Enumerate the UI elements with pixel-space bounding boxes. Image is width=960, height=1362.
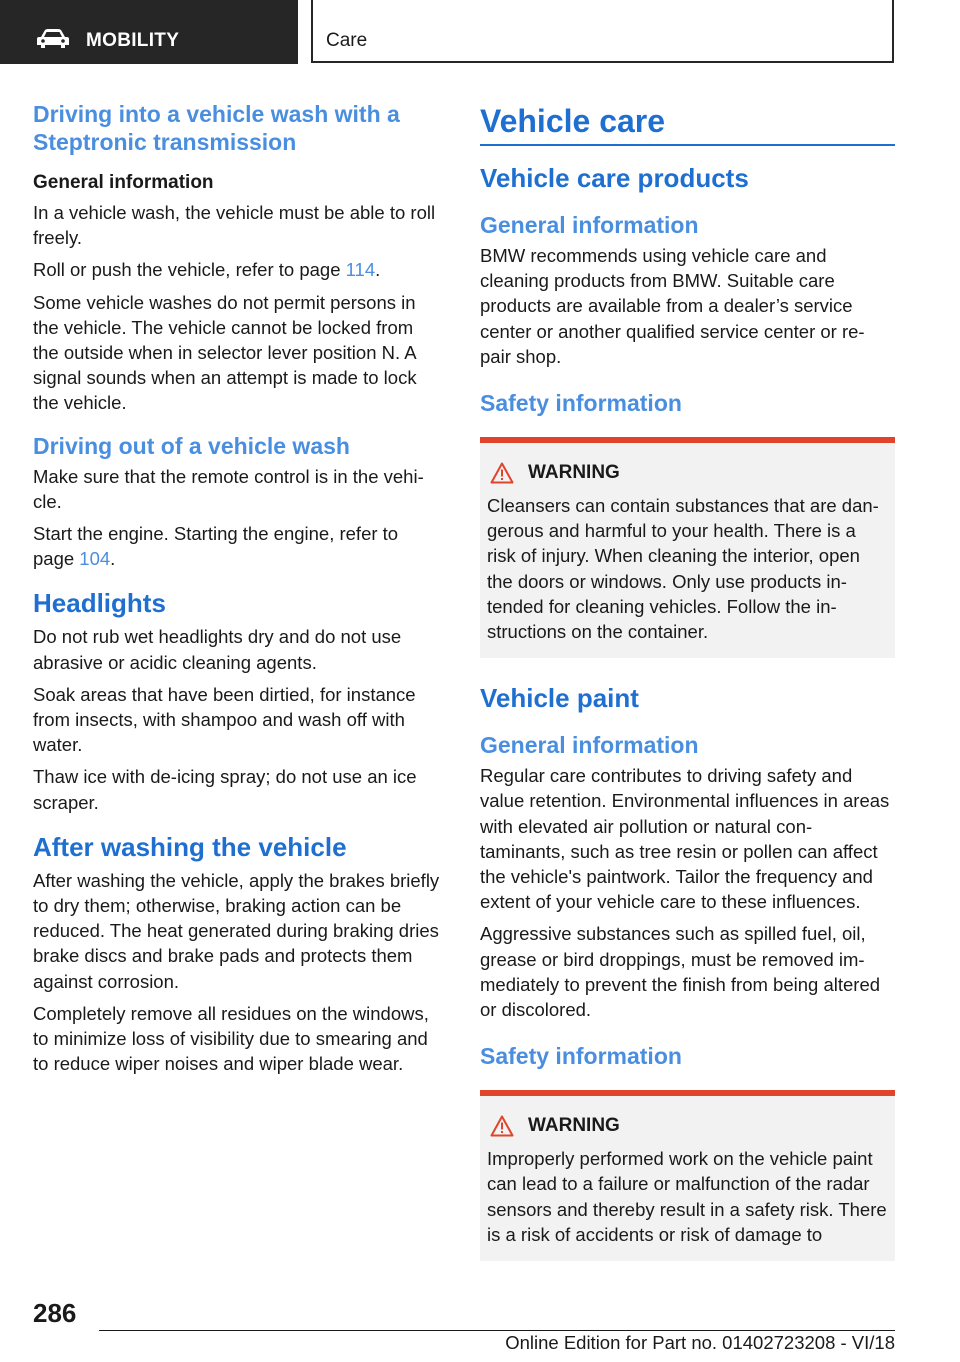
warning-header [487, 461, 888, 485]
heading-general-information-1: General information [480, 212, 699, 238]
footer-divider [99, 1330, 895, 1331]
heading-general-information-2: General information [480, 732, 699, 759]
text-period: . [375, 259, 381, 281]
car-icon [36, 28, 70, 50]
chapter-heading-block [480, 100, 895, 146]
heading-care-products: Vehicle care products [480, 163, 749, 193]
right-column [480, 100, 895, 1261]
left-column [33, 100, 443, 1076]
heading-after-washing: After washing the vehicle [33, 831, 347, 862]
warning-box-paint [480, 1090, 895, 1261]
chapter-label: MOBILITY [86, 30, 180, 51]
paragraph-remote-control: Make sure that the remote control is in the vehi-cle. [33, 465, 424, 512]
text-roll-push: Roll or push the vehicle, refer to page [33, 259, 346, 281]
footer-edition: Online Edition for Part no. 01402723208 - VI/18 [505, 1332, 895, 1353]
paragraph-headlights-3: Thaw ice with de-icing spray; do not use an ice scraper. [33, 766, 417, 813]
paragraph-aggressive: Aggressive substances such as spilled fuel, oil, grease or bird droppings, must be removed im-mediately to prevent the finish from being altered or discolored. [480, 923, 881, 1021]
warning-label: WARNING [528, 462, 620, 484]
text-period: . [110, 548, 116, 570]
section-label: Care [326, 30, 368, 51]
warning-triangle-icon [490, 1115, 514, 1137]
heading-vehicle-care: Vehicle care [480, 103, 666, 139]
page-link-104[interactable]: 104 [79, 548, 111, 570]
heading-headlights: Headlights [33, 588, 166, 619]
paragraph-after-1: After washing the vehicle, apply the brakes briefly to dry them; otherwise, braking action can be reduced. The heat generated during braking dries brake discs and brake pads and protects them against corrosion. [33, 869, 440, 992]
heading-vehicle-wash-steptronic: Driving into a vehicle wash with a Steptronic transmission [33, 101, 400, 155]
warning-triangle-icon [490, 462, 514, 484]
paragraph-roll-freely: In a vehicle wash, the vehicle must be able to roll freely. [33, 202, 436, 249]
paragraph-after-2: Completely remove all residues on the windows, to minimize loss of visibility due to smearing and to reduce wiper noises and wiper blade wear. [33, 1002, 429, 1075]
paragraph-headlights-1: Do not rub wet headlights dry and do not use abrasive or acidic cleaning agents. [33, 626, 402, 673]
warning-text: Improperly performed work on the vehicle paint can lead to a failure or malfunction of the radar sensors and thereby result in a safety risk. There is a risk of accidents or risk of damage to [487, 1148, 887, 1245]
heading-safety-information-1: Safety information [480, 390, 682, 417]
page-number: 286 [33, 1298, 77, 1328]
warning-box-cleansers [480, 437, 895, 658]
warning-header [487, 1114, 888, 1138]
warning-text: Cleansers can contain substances that are dan-gerous and harmful to your health. There is a risk of injury. When cleaning the interior, open the doors or windows. Only use products in-tended for cleaning vehicles. Follow the in-structions on the container. [487, 495, 879, 643]
page-link-114[interactable]: 114 [345, 259, 376, 281]
heading-safety-information-2: Safety information [480, 1043, 682, 1070]
chapter-tab [0, 0, 298, 64]
warning-label: WARNING [528, 1115, 620, 1137]
section-header [311, 0, 894, 63]
text-start-engine: Start the engine. Starting the engine, refer to page [33, 523, 399, 570]
paragraph-start-engine [33, 521, 443, 571]
paragraph-roll-push [33, 257, 443, 282]
paragraph-headlights-2: Soak areas that have been dirtied, for instance from insects, with shampoo and wash off with water. [33, 683, 416, 756]
paragraph-persons: Some vehicle washes do not permit persons in the vehicle. The vehicle cannot be locked from the outside when in selector lever position N. A signal sounds when an attempt is made to lock the vehicle. [33, 291, 417, 414]
heading-driving-out: Driving out of a vehicle wash [33, 432, 350, 459]
paragraph-bmw-recommends: BMW recommends using vehicle care and cleaning products from BMW. Suitable care products are available from a dealer’s service center or another qualified service center or re-pair shop. [480, 245, 865, 367]
paragraph-regular-care: Regular care contributes to driving safety and value retention. Environmental influences in areas with elevated air pollution or natural con-taminants, such as tree resin or pollen can affect the vehicle's paintwork. Tailor the frequency and extent of your vehicle care to these influences. [480, 765, 890, 913]
heading-vehicle-paint: Vehicle paint [480, 683, 639, 714]
heading-general-information: General information [33, 172, 214, 193]
